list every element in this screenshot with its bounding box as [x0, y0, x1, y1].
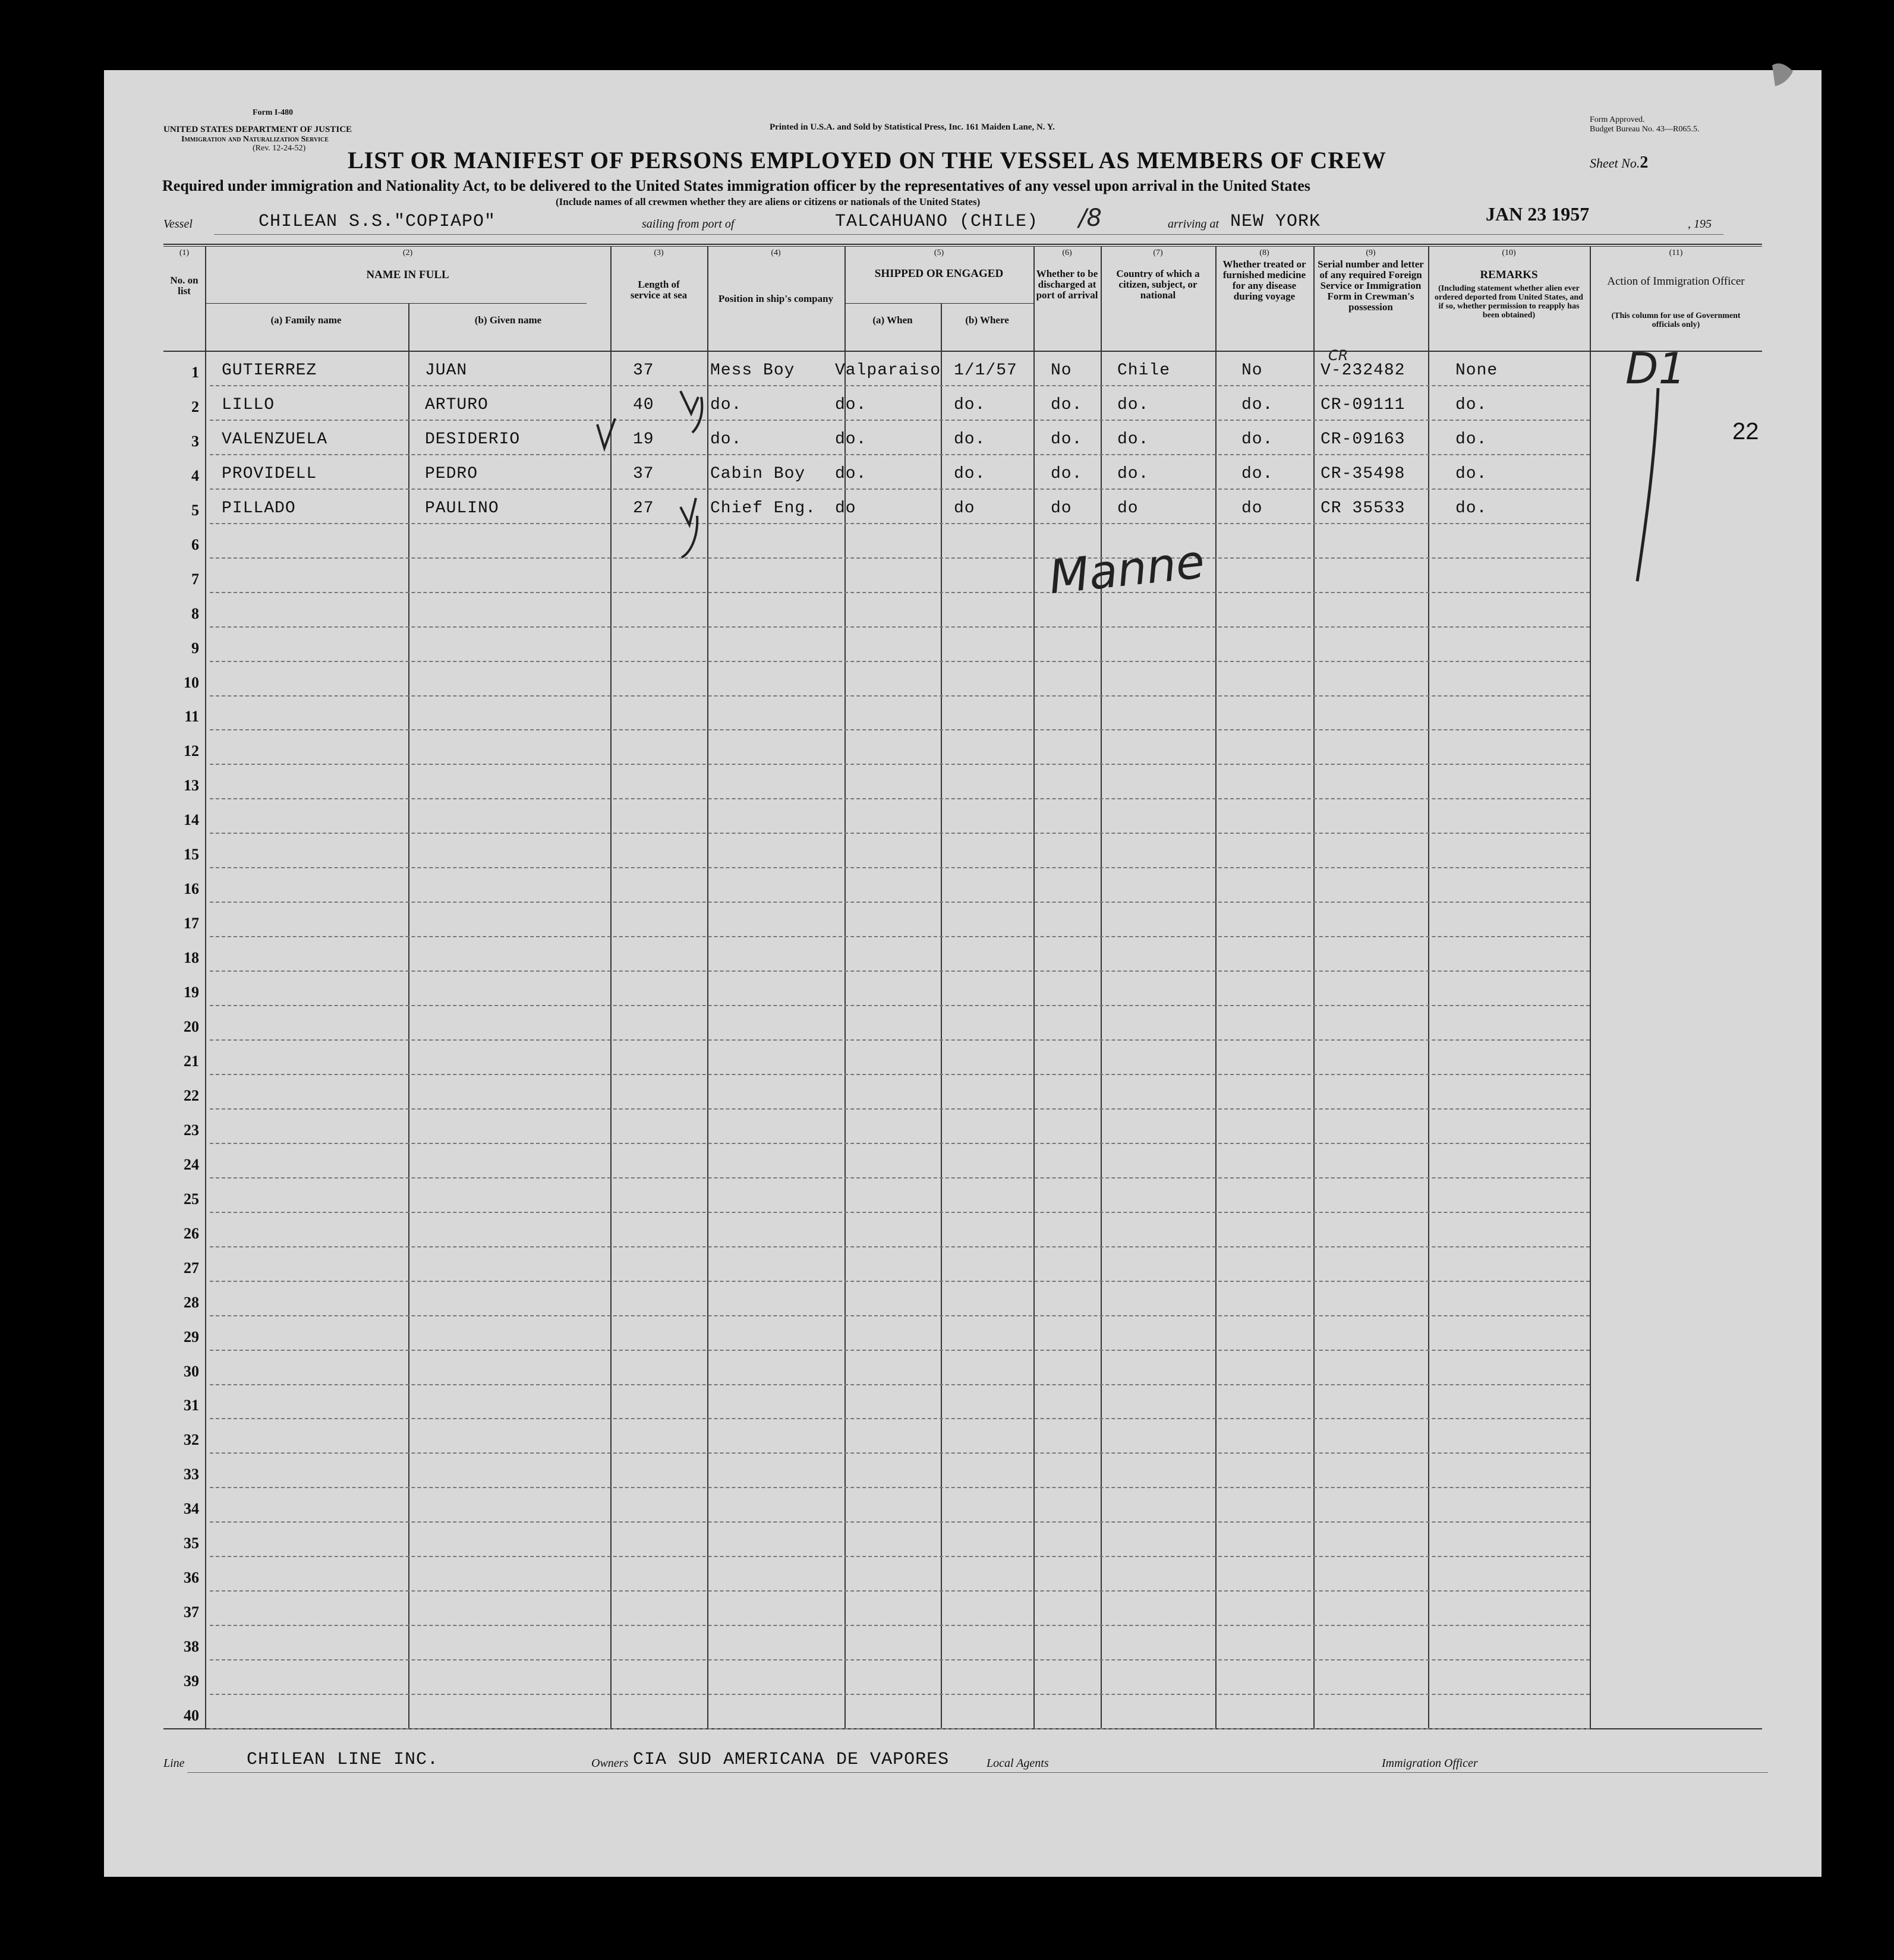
cell-service: 40 [633, 395, 654, 414]
handwritten-signature: Manne [1047, 535, 1207, 605]
cell-when: Valparaiso [835, 361, 941, 380]
row-rule [210, 1521, 1590, 1523]
cell-family: PILLADO [222, 499, 296, 518]
cell-treated: do. [1241, 430, 1274, 449]
paper-tear-icon [1766, 59, 1802, 95]
col-divider [1428, 246, 1429, 1728]
row-rule [210, 1177, 1590, 1178]
cell-service: 37 [633, 464, 654, 483]
row-rule [210, 764, 1590, 765]
row-number: 24 [184, 1155, 199, 1173]
local-agents-label: Local Agents [987, 1757, 1049, 1770]
col2b-header: (b) Given name [474, 314, 542, 326]
row-number: 18 [184, 949, 199, 967]
row-number: 30 [184, 1362, 199, 1380]
cell-discharge: No [1051, 361, 1072, 380]
cell-position: Cabin Boy [710, 464, 806, 483]
cell-given: JUAN [425, 361, 468, 380]
cell-where: do. [954, 395, 986, 414]
cell-remarks: None [1455, 361, 1498, 380]
row-rule [210, 1694, 1590, 1695]
vessel-underline [214, 234, 1723, 235]
col5b-header: (b) Where [965, 314, 1009, 326]
row-rule [210, 592, 1590, 593]
row-rule [210, 1315, 1590, 1316]
row-rule [210, 1074, 1590, 1075]
row-rule [210, 867, 1590, 868]
col5-header: SHIPPED OR ENGAGED [874, 267, 1004, 280]
col10-header: REMARKS [1480, 269, 1538, 281]
row-number: 28 [184, 1293, 199, 1311]
row-rule [210, 902, 1590, 903]
row-number: 34 [184, 1500, 199, 1518]
sheet-label-text: Sheet No. [1590, 156, 1640, 171]
cell-position: Chief Eng. [710, 499, 817, 518]
row-number: 40 [184, 1707, 199, 1724]
action-mark: D1 [1625, 344, 1686, 393]
row-rule [210, 557, 1590, 559]
col5-number: (5) [934, 248, 944, 257]
row-rule [210, 798, 1590, 799]
cell-given: PAULINO [425, 499, 499, 518]
cell-service: 19 [633, 430, 654, 449]
service: Immigration and Naturalization Service [181, 135, 329, 144]
row-number: 31 [184, 1397, 199, 1414]
row-number: 3 [191, 432, 199, 450]
col1-number: (1) [179, 248, 190, 257]
row-rule [210, 833, 1590, 834]
col8-header: Whether treated or furnished medicine for any disease during voyage [1222, 259, 1306, 302]
owners-label: Owners [591, 1757, 629, 1770]
row-rule [210, 1452, 1590, 1454]
sailing-label: sailing from port of [642, 218, 735, 231]
line-name: CHILEAN LINE INC. [247, 1750, 439, 1770]
name-subheader-line [205, 303, 587, 304]
cell-remarks: do. [1455, 430, 1488, 449]
col-divider [1590, 246, 1591, 1728]
row-rule [210, 1418, 1590, 1419]
row-number: 5 [191, 501, 199, 519]
row-number: 33 [184, 1466, 199, 1483]
cell-family: VALENZUELA [222, 430, 328, 449]
row-rule [210, 1659, 1590, 1660]
row-number: 15 [184, 846, 199, 864]
immigration-officer-label: Immigration Officer [1382, 1757, 1478, 1770]
cell-service: 27 [633, 499, 654, 518]
cell-country: Chile [1117, 361, 1171, 380]
cell-treated: do [1241, 499, 1263, 518]
row-rule [210, 1143, 1590, 1144]
row-rule [210, 1039, 1590, 1041]
col-divider [205, 246, 206, 1728]
row-number: 29 [184, 1328, 199, 1345]
cell-treated: do. [1241, 395, 1274, 414]
page-title: LIST OR MANIFEST OF PERSONS EMPLOYED ON THE VESSEL AS MEMBERS OF CREW [348, 147, 1386, 174]
row-number: 9 [191, 639, 199, 657]
row-rule [210, 936, 1590, 937]
vessel-label: Vessel [163, 218, 193, 231]
row-number: 19 [184, 984, 199, 1001]
cell-when: do. [835, 395, 867, 414]
cell-country: do. [1117, 395, 1149, 414]
row-rule [210, 626, 1590, 628]
row-number: 21 [184, 1052, 199, 1070]
row-number: 10 [184, 673, 199, 691]
required-statement: Required under immigration and Nationality Act, to be delivered to the United States immigration officer by the representatives of any vessel upon arrival in the United States [162, 177, 1310, 194]
col-divider [1101, 246, 1102, 1728]
cell-discharge: do [1051, 499, 1072, 518]
cell-when: do. [835, 430, 867, 449]
col2a-header: (a) Family name [270, 314, 342, 326]
footer-underline [187, 1772, 1768, 1773]
cell-family: GUTIERREZ [222, 361, 317, 380]
include-statement: (Include names of all crewmen whether they are aliens or citizens or nationals of the United States) [556, 196, 981, 207]
row-number: 27 [184, 1259, 199, 1277]
col10-note: (Including statement whether alien ever ordered deported from United States, and if so, whether permission to reapply has been obtained) [1435, 284, 1583, 320]
year-label: , 195 [1688, 218, 1712, 231]
date-stamp: JAN 23 1957 [1486, 203, 1590, 225]
row-number: 32 [184, 1431, 199, 1449]
col7-header: Country of which a citizen, subject, or national [1116, 268, 1200, 301]
cell-family: PROVIDELL [222, 464, 317, 483]
col8-number: (8) [1259, 248, 1269, 257]
cell-serial: CR-09163 [1321, 430, 1405, 449]
row-rule [210, 1384, 1590, 1385]
row-rule [210, 385, 1590, 386]
row-rule [210, 729, 1590, 730]
row-rule [210, 1108, 1590, 1110]
form-approved: Form Approved. [1590, 115, 1645, 124]
row-rule [210, 1281, 1590, 1282]
row-number: 16 [184, 880, 199, 898]
arriving-label: arriving at [1168, 218, 1219, 231]
row-number: 26 [184, 1224, 199, 1242]
col9-number: (9) [1366, 248, 1376, 257]
col11-number: (11) [1669, 248, 1683, 257]
row-number: 11 [184, 708, 199, 726]
col-divider [1313, 246, 1315, 1728]
owners-name: CIA SUD AMERICANA DE VAPORES [633, 1750, 950, 1770]
printer-note: Printed in U.S.A. and Sold by Statistical Press, Inc. 161 Maiden Lane, N. Y. [770, 122, 1055, 132]
cell-treated: do. [1241, 464, 1274, 483]
cell-discharge: do. [1051, 430, 1083, 449]
department: UNITED STATES DEPARTMENT OF JUSTICE [163, 125, 352, 134]
cell-where: do. [954, 464, 986, 483]
checkmark-icon [591, 418, 651, 454]
row-rule [210, 523, 1590, 524]
shipped-subheader-line [844, 303, 1033, 304]
cell-position: do. [710, 395, 742, 414]
row-rule [210, 1487, 1590, 1488]
action-stroke-icon [1625, 385, 1673, 587]
col10-number: (10) [1502, 248, 1516, 257]
budget-bureau: Budget Bureau No. 43—R065.5. [1590, 125, 1700, 134]
col1-header: No. on list [170, 275, 198, 297]
cell-country: do. [1117, 430, 1149, 449]
serial-note: CR [1328, 347, 1348, 364]
side-number: 22 [1732, 418, 1759, 445]
cell-serial: V-232482 [1321, 361, 1405, 380]
col-divider [408, 303, 409, 1728]
cell-service: 37 [633, 361, 654, 380]
col2-header: NAME IN FULL [366, 269, 449, 281]
col3-number: (3) [654, 248, 664, 257]
cell-position: Mess Boy [710, 361, 795, 380]
departure-port: TALCAHUANO (CHILE) [835, 212, 1039, 232]
col7-number: (7) [1153, 248, 1163, 257]
row-number: 35 [184, 1534, 199, 1552]
cell-discharge: do. [1051, 395, 1083, 414]
cell-country: do [1117, 499, 1139, 518]
col4-header: Position in ship's company [718, 293, 834, 304]
col2-number: (2) [402, 248, 413, 257]
table-top-border [163, 244, 1762, 245]
row-number: 7 [191, 570, 199, 588]
col11-note: (This column for use of Government officials only) [1611, 311, 1741, 329]
line-label: Line [163, 1757, 185, 1770]
cell-position: do. [710, 430, 742, 449]
manifest-sheet [104, 70, 1821, 1877]
row-rule [210, 454, 1590, 455]
sheet-label [1590, 153, 1648, 172]
row-rule [210, 1005, 1590, 1006]
cell-serial: CR 35533 [1321, 499, 1405, 518]
cell-where: 1/1/57 [954, 361, 1017, 380]
row-rule [210, 489, 1590, 490]
arrival-port: NEW YORK [1230, 212, 1321, 232]
header-bottom-border [163, 351, 1762, 352]
cell-remarks: do. [1455, 395, 1488, 414]
cell-country: do. [1117, 464, 1149, 483]
cell-serial: CR-35498 [1321, 464, 1405, 483]
row-number: 17 [184, 915, 199, 932]
row-rule [210, 1350, 1590, 1351]
cell-given: DESIDERIO [425, 430, 521, 449]
row-rule [210, 1212, 1590, 1213]
row-number: 12 [184, 742, 199, 760]
row-rule [210, 1590, 1590, 1592]
row-number: 36 [184, 1569, 199, 1587]
row-number: 38 [184, 1638, 199, 1656]
col3-header: Length of service at sea [630, 279, 688, 301]
revision: (Rev. 12-24-52) [253, 144, 306, 153]
row-number: 13 [184, 777, 199, 795]
cell-given: PEDRO [425, 464, 478, 483]
cell-discharge: do. [1051, 464, 1083, 483]
cell-family: LILLO [222, 395, 275, 414]
row-number: 20 [184, 1018, 199, 1035]
col11-header: Action of Immigration Officer [1607, 275, 1745, 288]
col-divider [1033, 246, 1035, 1728]
cell-remarks: do. [1455, 464, 1488, 483]
row-rule [210, 970, 1590, 972]
cell-remarks: do. [1455, 499, 1488, 518]
row-rule [210, 1556, 1590, 1557]
vessel-name: CHILEAN S.S."COPIAPO" [259, 212, 496, 232]
cell-treated: No [1241, 361, 1263, 380]
row-number: 23 [184, 1121, 199, 1139]
table-top-border-2 [163, 246, 1762, 247]
col4-number: (4) [771, 248, 781, 257]
sheet-number: 2 [1640, 153, 1649, 172]
handwritten-mark: /8 [1079, 204, 1102, 232]
row-rule [210, 1625, 1590, 1626]
col6-header: Whether to be discharged at port of arrival [1036, 268, 1098, 301]
row-rule [210, 1728, 1590, 1729]
form-number: Form I-480 [253, 108, 294, 117]
row-number: 14 [184, 811, 199, 829]
cell-when: do [835, 499, 856, 518]
cell-given: ARTURO [425, 395, 489, 414]
row-rule [210, 420, 1590, 421]
row-number: 8 [191, 604, 199, 622]
col5a-header: (a) When [872, 314, 913, 326]
cell-when: do. [835, 464, 867, 483]
row-number: 25 [184, 1190, 199, 1208]
cell-where: do. [954, 430, 986, 449]
row-number: 22 [184, 1086, 199, 1104]
row-number: 1 [191, 363, 199, 381]
col-divider [941, 303, 942, 1728]
col9-header: Serial number and letter of any required Foreign Service or Immigration Form in Crewman's possession [1318, 259, 1424, 313]
row-rule [210, 661, 1590, 662]
cell-serial: CR-09111 [1321, 395, 1405, 414]
row-number: 6 [191, 535, 199, 553]
checkmarks-icon [591, 385, 734, 575]
row-rule [210, 695, 1590, 697]
col-divider [1215, 246, 1217, 1728]
row-rule [210, 1246, 1590, 1247]
row-number: 4 [191, 467, 199, 484]
row-number: 2 [191, 398, 199, 415]
row-number: 37 [184, 1603, 199, 1621]
row-number: 39 [184, 1672, 199, 1690]
cell-where: do [954, 499, 975, 518]
col6-number: (6) [1062, 248, 1072, 257]
